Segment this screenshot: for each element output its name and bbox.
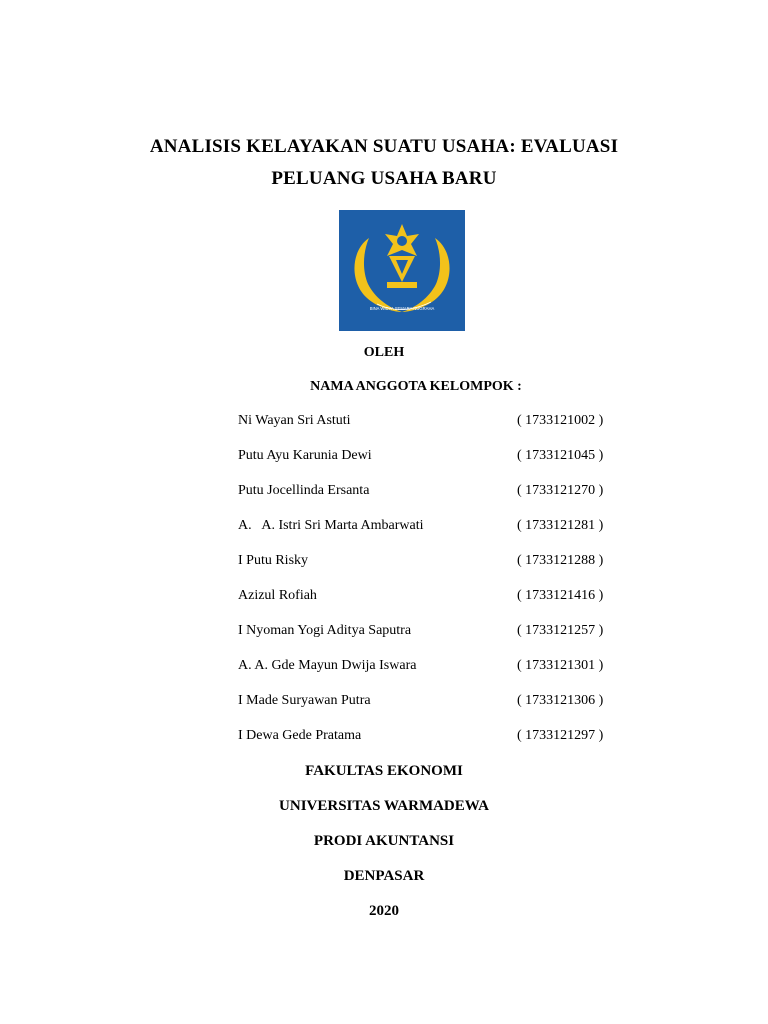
list-item: [238, 588, 638, 623]
faculty-name: FAKULTAS EKONOMI: [305, 763, 463, 779]
member-id: ( 1733121297 ): [517, 728, 604, 743]
member-id: ( 1733121288 ): [517, 553, 604, 568]
member-name: I Made Suryawan Putra: [238, 693, 371, 708]
member-id: ( 1733121301 ): [517, 658, 604, 673]
member-name: I Putu Risky: [238, 553, 309, 568]
list-item: [238, 413, 638, 448]
member-id: ( 1733121045 ): [517, 448, 604, 463]
member-name: I Dewa Gede Pratama: [238, 728, 362, 743]
university-logo: [339, 210, 465, 331]
member-name: Ni Wayan Sri Astuti: [238, 413, 351, 428]
member-id: ( 1733121270 ): [517, 483, 604, 498]
list-item: [238, 693, 638, 728]
member-name: Azizul Rofiah: [238, 588, 317, 603]
member-name: A. A. Gde Mayun Dwija Iswara: [238, 658, 417, 673]
member-id: ( 1733121002 ): [517, 413, 604, 428]
document-year: 2020: [369, 903, 399, 919]
member-name: A. A. Istri Sri Marta Ambarwati: [238, 518, 424, 533]
members-heading: NAMA ANGGOTA KELOMPOK :: [310, 379, 522, 394]
member-id: ( 1733121257 ): [517, 623, 604, 638]
list-item: [238, 728, 638, 763]
list-item: [238, 448, 638, 483]
list-item: [238, 483, 638, 518]
list-item: [238, 658, 638, 693]
member-name: Putu Ayu Karunia Dewi: [238, 448, 372, 463]
university-emblem-icon: [339, 210, 465, 331]
logo-motto: BINA WIDYA SEMARA NUGRAHA: [369, 306, 435, 311]
member-name: Putu Jocellinda Ersanta: [238, 483, 370, 498]
program-name: PRODI AKUNTANSI: [313, 833, 455, 849]
document-title-line-2: PELUANG USAHA BARU: [271, 168, 497, 189]
member-id: ( 1733121306 ): [517, 693, 604, 708]
list-item: [238, 518, 638, 553]
list-item: [238, 623, 638, 658]
city-name: DENPASAR: [343, 868, 425, 884]
member-name: I Nyoman Yogi Aditya Saputra: [238, 623, 412, 638]
university-name: UNIVERSITAS WARMADEWA: [279, 798, 489, 814]
member-id: ( 1733121416 ): [517, 588, 604, 603]
member-list: [238, 413, 638, 763]
member-id: ( 1733121281 ): [517, 518, 604, 533]
document-title-line-1: ANALISIS KELAYAKAN SUATU USAHA: EVALUASI: [149, 136, 619, 157]
list-item: [238, 553, 638, 588]
by-label: OLEH: [363, 345, 405, 360]
